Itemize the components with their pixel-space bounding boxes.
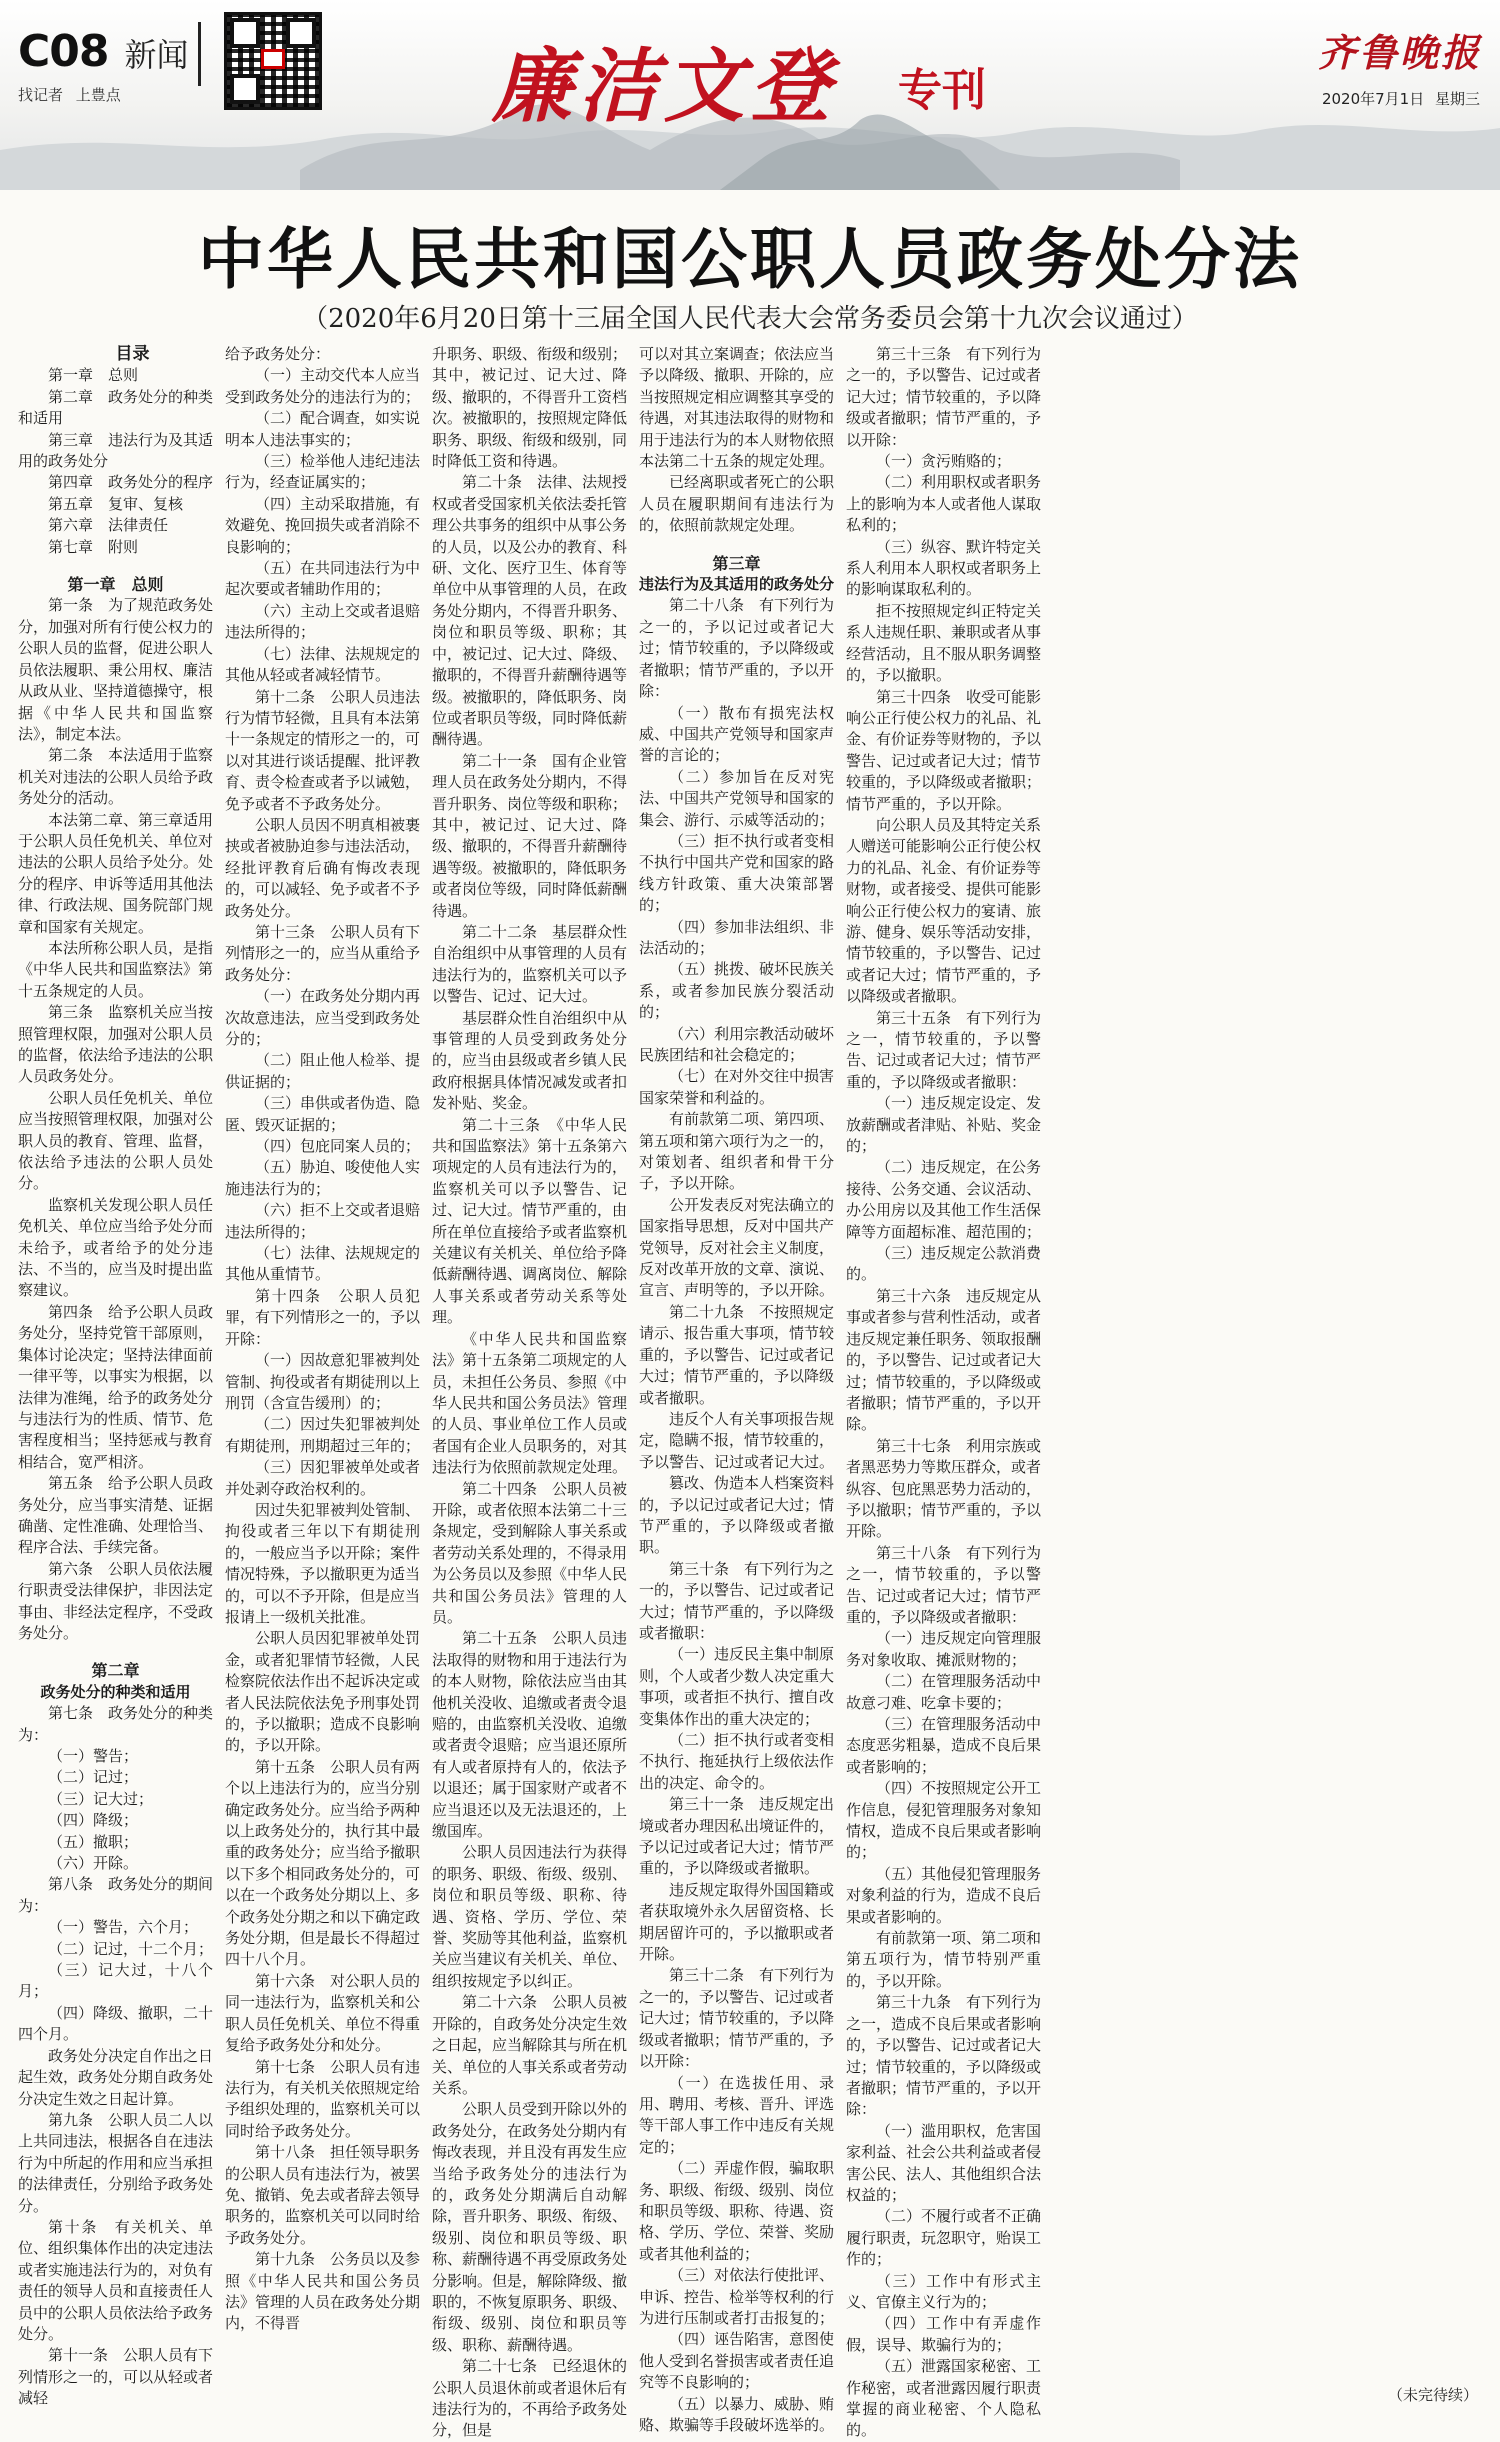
chapter-heading: 第三章 — [712, 553, 761, 573]
list-item: （二）记过； — [48, 1768, 139, 1787]
article-paragraph: 第三十一条 违反规定出境或者办理因私出境证件的，予以记过或者记大过；情节严重的，予以降级或者撤职。 — [639, 1795, 835, 1878]
list-item: （六）利用宗教活动破坏民族团结和社会稳定的； — [639, 1024, 835, 1064]
list-item: （七）法律、法规规定的其他从轻或者减轻情节。 — [225, 644, 421, 685]
article-paragraph: 公职人员因违法行为获得的职务、职级、衔级、级别、岗位和职员等级、职称、待遇、资格、学历、学位、荣誉、奖励等其他利益，监察机关应当建议有关机关、单位、组织按规定予以纠正。 — [432, 1843, 628, 1990]
list-item: （二）不履行或者不正确履行职责，玩忽职守，贻误工作的； — [846, 2207, 1042, 2269]
article-paragraph: 第一条 为了规范政务处分，加强对所有行使公权力的公职人员的监督，促进公职人员依法履职、秉公用权、廉洁从政从业、坚持道德操守，根据《中华人民共和国监察法》，制定本法。 — [18, 596, 214, 743]
list-item: （二）配合调查，如实说明本人违法事实的； — [225, 409, 421, 449]
list-item: （六）主动上交或者退赔违法所得的； — [225, 601, 421, 642]
text-column-3 — [432, 344, 628, 2440]
list-item: （七）在对外交往中损害国家荣誉和利益的。 — [639, 1067, 835, 1107]
article-paragraph: 第二十七条 已经退休的公职人员退休前或者退休后有违法行为的，不再给予政务处分，但是 — [432, 2357, 628, 2440]
toc-item: 第五章 复审、复核 — [48, 494, 184, 513]
article-paragraph: 第十七条 公职人员有违法行为，有关机关依照规定给予组织处理的，监察机关可以同时给予政务处分。 — [225, 2057, 421, 2140]
list-item: （一）违反民主集中制原则，个人或者少数人决定重大事项，或者拒不执行、擅自改变集体作出的重大决定的； — [639, 1645, 835, 1728]
toc-item: 第七章 附则 — [48, 537, 139, 556]
page-label — [18, 26, 189, 77]
article-paragraph: 第十九条 公务员以及参照《中华人民共和国公务员法》管理的人员在政务处分期内，不得晋 — [225, 2250, 421, 2333]
article-paragraph: 第十五条 公职人员有两个以上违法行为的，应当分别确定政务处分。应当给予两种以上政务处分的，执行其中最重的政务处分；应当给予撤职以下多个相同政务处分的，可以在一个政务处分期以上、多个政务处分期之和以下确定政务处分期，但是最长不得超过四十八个月。 — [225, 1757, 421, 1969]
list-item: （五）胁迫、唆使他人实施违法行为的； — [225, 1158, 421, 1198]
chapter-heading: 第二章 — [91, 1661, 140, 1681]
issue-date: 2020年7月1日 星期三 — [1321, 90, 1480, 108]
article-paragraph: 第九条 公职人员二人以上共同违法，根据各自在违法行为中所起的作用和应当承担的法律责任，分别给予政务处分。 — [18, 2110, 214, 2215]
article-paragraph: 第八条 政务处分的期间为： — [18, 1875, 214, 1915]
article-paragraph: 第十四条 公职人员犯罪，有下列情形之一的，予以开除： — [225, 1286, 421, 1348]
section-name: 新闻 — [124, 36, 189, 74]
article-paragraph: 第三十六条 违反规定从事或者参与营利性活动，或者违反规定兼任职务、领取报酬的，予以警告、记过或者记大过；情节较重的，予以降级或者撤职；情节严重的，予以开除。 — [846, 1286, 1042, 1434]
list-item: （二）在管理服务活动中故意刁难、吃拿卡要的； — [846, 1672, 1042, 1712]
article-paragraph: 第四条 给予公职人员政务处分，坚持党管干部原则，集体讨论决定；坚持法律面前一律平等，以事实为根据，以法律为准绳，给予的政务处分与违法行为的性质、情节、危害程度相当；坚持惩戒与教育相结合，宽严相济。 — [18, 1302, 214, 1471]
article-paragraph: 第三十八条 有下列行为之一，情节较重的，予以警告、记过或者记大过；情节严重的，予以降级或者撤职： — [846, 1543, 1042, 1626]
list-item: （三）拒不执行或者变相不执行中国共产党和国家的路线方针政策、重大决策部署的； — [639, 831, 835, 915]
list-item: （四）降级、撤职，二十四个月。 — [18, 2003, 214, 2044]
article-paragraph: 第三条 监察机关应当按照管理权限，加强对公职人员的监督，依法给予违法的公职人员政务处分。 — [18, 1003, 214, 1086]
article-paragraph: 公职人员因犯罪被单处罚金，或者犯罪情节轻微，人民检察院依法作出不起诉决定或者人民法院依法免予刑事处罚的，予以撤职；造成不良影响的，予以开除。 — [225, 1629, 421, 1755]
article-paragraph: 第二十六条 公职人员被开除的，自政务处分决定生效之日起，应当解除其与所在机关、单位的人事关系或者劳动关系。 — [432, 1993, 628, 2097]
article-paragraph: 第三十三条 有下列行为之一的，予以警告、记过或者记大过；情节较重的，予以降级或者撤职；情节严重的，予以开除： — [846, 345, 1042, 449]
list-item: （三）对依法行使批评、申诉、控告、检举等权利的行为进行压制或者打击报复的； — [639, 2266, 835, 2327]
list-item: （四）降级； — [48, 1811, 139, 1830]
list-item: （二）弄虚作假，骗取职务、职级、衔级、级别、岗位和职员等级、职称、待遇、资格、学历、学位、荣誉、奖励或者其他利益的； — [639, 2159, 835, 2263]
article-paragraph: 本法所称公职人员，是指《中华人民共和国监察法》第十五条规定的人员。 — [18, 938, 214, 1000]
text-column-4 — [639, 344, 835, 2434]
list-item: （一）滥用职权，危害国家利益、社会公共利益或者侵害公民、法人、其他组织合法权益的； — [846, 2121, 1042, 2204]
text-column-2 — [225, 344, 420, 2378]
list-item: （一）散布有损宪法权威、中国共产党领导和国家声誉的言论的； — [639, 703, 835, 765]
article-paragraph: 第十六条 对公职人员的同一违法行为，监察机关和公职人员任免机关、单位不得重复给予政务处分和处分。 — [225, 1971, 421, 2055]
article-paragraph: 第二条 本法适用于监察机关对违法的公职人员给予政务处分的活动。 — [18, 746, 214, 808]
list-item: （三）工作中有形式主义、官僚主义行为的； — [846, 2271, 1041, 2311]
list-item: （一）在选拔任用、录用、聘用、考核、晋升、评选等干部人事工作中违反有关规定的； — [639, 2073, 835, 2156]
list-item: （一）违反规定设定、发放薪酬或者津贴、补贴、奖金的； — [846, 1094, 1042, 1156]
toc-item: 第二章 政务处分的种类和适用 — [18, 387, 214, 428]
article-paragraph: 第七条 政务处分的种类为： — [18, 1704, 214, 1744]
chapter-heading: 第一章 总则 — [67, 575, 164, 595]
list-item: （一）贪污贿赂的； — [876, 452, 1012, 471]
list-item: （二）阻止他人检举、提供证据的； — [225, 1051, 421, 1091]
article-paragraph: 第十条 有关机关、单位、组织集体作出的决定违法或者实施违法行为的，对负有责任的领导人员和直接责任人员中的公职人员依法给予政务处分。 — [18, 2217, 214, 2343]
article-paragraph: 第十八条 担任领导职务的公职人员有违法行为，被罢免、撤销、免去或者辞去领导职务的，监察机关可以同时给予政务处分。 — [225, 2143, 421, 2247]
article-paragraph: 第三十条 有下列行为之一的，予以警告、记过或者记大过；情节严重的，予以降级或者撤职： — [639, 1559, 835, 1642]
list-item: （三）违反规定公款消费的。 — [846, 1244, 1042, 1284]
article-paragraph: 违反个人有关事项报告规定，隐瞒不报，情节较重的，予以警告、记过或者记大过。 — [639, 1409, 835, 1471]
article-paragraph: 公开发表反对宪法确立的国家指导思想，反对中国共产党领导，反对社会主义制度，反对改革开放的文章、演说、宣言、声明等的，予以开除。 — [639, 1195, 835, 1300]
text-column-1 — [18, 344, 214, 2408]
list-item: （二）参加旨在反对宪法、中国共产党领导和国家的集会、游行、示威等活动的； — [639, 767, 835, 829]
toc-item: 第六章 法律责任 — [48, 516, 169, 535]
article-paragraph: 升职务、职级、衔级和级别；其中，被记过、记大过、降级、撤职的，不得晋升工资档次。被撤职的，按照规定降低职务、职级、衔级和级别，同时降低工资和待遇。 — [432, 345, 628, 471]
toc-item: 第三章 违法行为及其适用的政务处分 — [18, 430, 214, 471]
list-item: （六）开除。 — [48, 1854, 139, 1873]
article-subtitle: （2020年6月20日第十三届全国人民代表大会常务委员会第十九次会议通过） — [302, 304, 1198, 334]
list-item: （一）在政务处分期内再次故意违法，应当受到政务处分的； — [225, 987, 421, 1048]
text-column-5 — [846, 344, 1042, 2440]
article-paragraph: 向公职人员及其特定关系人赠送可能影响公正行使公权力的礼品、礼金、有价证券等财物，或者接受、提供可能影响公正行使公权力的宴请、旅游、健身、娱乐等活动安排，情节较重的，予以警告、记过或者记大过；情节严重的，予以降级或者撤职。 — [846, 815, 1042, 1006]
list-item: （三）串供或者伪造、隐匿、毁灭证据的； — [225, 1094, 421, 1134]
column-title: 廉洁文登 — [492, 39, 836, 133]
list-item: （四）主动采取措施，有效避免、挽回损失或者消除不良影响的； — [225, 494, 421, 556]
list-item: （三）记大过； — [48, 1789, 154, 1808]
list-item: （二）违反规定，在公务接待、公务交通、会议活动、办公用房以及其他工作生活保障等方面超标准、超范围的； — [846, 1158, 1042, 1241]
article-paragraph: 第三十七条 利用宗族或者黑恶势力等欺压群众，或者纵容、包庇黑恶势力活动的，予以撤职；情节严重的，予以开除。 — [846, 1436, 1042, 1541]
article-paragraph: 违反规定取得外国国籍或者获取境外永久居留资格、长期居留许可的，予以撤职或者开除。 — [639, 1880, 835, 1964]
article-paragraph: 可以对其立案调查；依法应当予以降级、撤职、开除的，应当按照规定相应调整其享受的待遇，对其违法取得的财物和用于违法行为的本人财物依照本法第二十五条的规定处理。 — [639, 345, 835, 471]
list-item: （四）工作中有弄虚作假，误导、欺骗行为的； — [846, 2314, 1041, 2354]
newspaper-logo: 齐鲁晚报 — [1317, 30, 1482, 75]
article-paragraph: 第二十九条 不按照规定请示、报告重大事项，情节较重的，予以警告、记过或者记大过；情节严重的，予以降级或者撤职。 — [639, 1302, 835, 1407]
toc-item: 第四章 政务处分的程序 — [48, 473, 214, 492]
list-item: （六）拒不上交或者退赔违法所得的； — [225, 1201, 421, 1241]
article-paragraph: 有前款第二项、第四项、第五项和第六项行为之一的，对策划者、组织者和骨干分子，予以开除。 — [639, 1110, 835, 1193]
list-item: （二）利用职权或者职务上的影响为本人或者他人谋取私利的； — [846, 473, 1042, 535]
article-paragraph: 本法第二章、第三章适用于公职人员任免机关、单位对违法的公职人员给予处分。处分的程序、申诉等适用其他法律、行政法规、国务院部门规章和国家有关规定。 — [18, 810, 214, 936]
article-paragraph: 已经离职或者死亡的公职人员在履职期间有违法行为的，依照前款规定处理。 — [639, 473, 835, 535]
article-paragraph: 公职人员任免机关、单位应当按照管理权限，加强对公职人员的教育、管理、监督，依法给予违法的公职人员处分。 — [18, 1088, 214, 1193]
to-be-continued-note: （未完待续） — [1387, 2386, 1478, 2404]
article-paragraph: 第十三条 公职人员有下列情形之一的，应当从重给予政务处分： — [225, 922, 421, 984]
article-paragraph: 基层群众性自治组织中从事管理的人员受到政务处分的，应当由县级或者乡镇人民政府根据具体情况减发或者扣发补贴、奖金。 — [432, 1008, 628, 1113]
list-item: （一）主动交代本人应当受到政务处分的违法行为的； — [225, 366, 421, 406]
chapter-title: 违法行为及其适用的政务处分 — [639, 575, 835, 594]
list-item: （三）记大过，十八个月； — [18, 1961, 213, 2001]
article-paragraph: 有前款第一项、第二项和第五项行为，情节特别严重的，予以开除。 — [846, 1929, 1042, 1990]
article-paragraph: 第二十一条 国有企业管理人员在政务处分期内，不得晋升职务、岗位等级和职称；其中，被记过、记大过、降级、撤职的，不得晋升薪酬待遇等级。被撤职的，降低职务或者岗位等级，同时降低薪酬待遇。 — [432, 751, 628, 920]
article-paragraph: 第十一条 公职人员有下列情形之一的，可以从轻或者减轻 — [18, 2346, 214, 2408]
toc-title: 目录 — [115, 344, 150, 364]
article-paragraph: 第三十五条 有下列行为之一，情节较重的，予以警告、记过或者记大过；情节严重的，予以降级或者撤职： — [846, 1008, 1042, 1091]
qr-code-icon — [224, 12, 322, 110]
column-subtitle: 专刊 — [898, 65, 986, 116]
page-number: C08 — [18, 26, 109, 77]
list-item: （五）挑拨、破坏民族关系，或者参加民族分裂活动的； — [639, 960, 835, 1022]
article-paragraph: 第二十八条 有下列行为之一的，予以记过或者记大过；情节较重的，予以降级或者撤职；情节严重的，予以开除： — [639, 596, 835, 701]
article-paragraph: 第二十三条 《中华人民共和国监察法》第十五条第六项规定的人员有违法行为的，监察机关可以予以警告、记过、记大过。情节严重的，由所在单位直接给予或者监察机关建议有关机关、单位给予降低薪酬待遇、调离岗位、解除人事关系或者劳动关系等处理。 — [432, 1115, 628, 1327]
list-item: （五）泄露国家秘密、工作秘密，或者泄露因履行职责掌握的商业秘密、个人隐私的。 — [846, 2357, 1042, 2440]
list-item: （三）因犯罪被单处或者并处剥夺政治权利的。 — [225, 1458, 421, 1498]
list-item: （五）以暴力、威胁、贿赂、欺骗等手段破坏选举的。 — [639, 2394, 835, 2434]
list-item: （一）违反规定向管理服务对象收取、摊派财物的； — [846, 1629, 1042, 1669]
article-paragraph: 给予政务处分： — [225, 345, 331, 363]
list-item: （二）记过，十二个月； — [48, 1939, 214, 1958]
list-item: （三）检举他人违纪违法行为，经查证属实的； — [225, 452, 421, 492]
article-paragraph: 公职人员受到开除以外的政务处分，在政务处分期内有悔改表现，并且没有再发生应当给予政务处分的违法行为的，政务处分期满后自动解除，晋升职务、职级、衔级、级别、岗位和职员等级、职称、薪酬待遇不再受原政务处分影响。但是，解除降级、撤职的，不恢复原职务、职级、衔级、级别、岗位和职员等级、职称、薪酬待遇。 — [432, 2100, 628, 2354]
article-paragraph: 第二十五条 公职人员违法取得的财物和用于违法行为的本人财物，除依法应当由其他机关没收、追缴或者责令退赔的，由监察机关没收、追缴或者责令退赔；应当退还原所有人或者原持有人的，依法予以退还；属于国家财产或者不应当退还以及无法退还的，上缴国库。 — [432, 1629, 628, 1841]
article-paragraph: 第五条 给予公职人员政务处分，应当事实清楚、证据确凿、定性准确、处理恰当、程序合法、手续完备。 — [18, 1474, 214, 1557]
article-paragraph: 第二十四条 公职人员被开除，或者依照本法第二十三条规定，受到解除人事关系或者劳动关系处理的，不得录用为公务员以及参照《中华人民共和国公务员法》管理的人员。 — [432, 1479, 628, 1626]
list-item: （二）因过失犯罪被判处有期徒刑，刑期超过三年的； — [225, 1415, 421, 1455]
list-item: （一）警告； — [48, 1747, 139, 1765]
page-header — [0, 0, 1500, 190]
article-paragraph: 监察机关发现公职人员任免机关、单位应当给予处分而未给予，或者给予的处分违法、不当的，应当及时提出监察建议。 — [18, 1195, 214, 1300]
article-paragraph: 拒不按照规定纠正特定关系人违规任职、兼职或者从事经营活动，且不服从职务调整的，予以撤职。 — [846, 601, 1042, 685]
article-title: 中华人民共和国公职人员政务处分法 — [198, 221, 1302, 298]
article-paragraph: 第十二条 公职人员违法行为情节轻微，且具有本法第十一条规定的情形之一的，可以对其进行谈话提醒、批评教育、责令检查或者予以诫勉，免予或者不予政务处分。 — [225, 687, 421, 813]
list-item: （四）不按照规定公开工作信息，侵犯管理服务对象知情权，造成不良后果或者影响的； — [846, 1779, 1042, 1862]
article-paragraph: 政务处分决定自作出之日起生效，政务处分期自政务处分决定生效之日起计算。 — [18, 2046, 214, 2108]
list-item: （三）纵容、默许特定关系人利用本人职权或者职务上的影响谋取私利的。 — [846, 537, 1042, 599]
list-item: （三）在管理服务活动中态度恶劣粗暴，造成不良后果或者影响的； — [846, 1715, 1042, 1776]
list-item: （五）其他侵犯管理服务对象利益的行为，造成不良后果或者影响的。 — [846, 1864, 1042, 1926]
list-item: （四）参加非法组织、非法活动的； — [639, 917, 835, 957]
article-paragraph: 第二十二条 基层群众性自治组织中从事管理的人员有违法行为的，监察机关可以予以警告、记过、记大过。 — [432, 922, 628, 1006]
article-paragraph: 第六条 公职人员依法履行职责受法律保护，非因法定事由、非经法定程序，不受政务处分。 — [18, 1559, 214, 1642]
article-paragraph: 公职人员因不明真相被裹挟或者被胁迫参与违法活动，经批评教育后确有悔改表现的，可以减轻、免予或者不予政务处分。 — [225, 815, 421, 920]
list-item: （四）包庇同案人员的； — [255, 1137, 421, 1156]
article-paragraph: 因过失犯罪被判处管制、拘役或者三年以下有期徒刑的，一般应当予以开除；案件情况特殊，予以撤职更为适当的，可以不予开除，但是应当报请上一级机关批准。 — [225, 1500, 421, 1626]
header-divider — [198, 22, 201, 86]
list-item: （七）法律、法规规定的其他从重情节。 — [225, 1244, 421, 1284]
list-item: （一）因故意犯罪被判处管制、拘役或者有期徒刑以上刑罚（含宣告缓刑）的； — [225, 1351, 421, 1412]
article-paragraph: 第三十二条 有下列行为之一的，予以警告、记过或者记大过；情节较重的，予以降级或者撤职；情节严重的，予以开除： — [639, 1966, 835, 2071]
list-item: （二）拒不执行或者变相不执行、拖延执行上级依法作出的决定、命令的。 — [639, 1731, 835, 1792]
toc-item: 第一章 总则 — [48, 366, 139, 385]
chapter-title: 政务处分的种类和适用 — [40, 1682, 191, 1701]
article-paragraph: 第二十条 法律、法规授权或者受国家机关依法委托管理公共事务的组织中从事公务的人员，以及公办的教育、科研、文化、医疗卫生、体育等单位中从事管理的人员，在政务处分期内，不得晋升职务、岗位和职员等级、职称；其中，被记过、记大过、降级、撤职的，不得晋升薪酬待遇等级。被撤职的，降低职务、岗位或者职员等级，同时降低薪酬待遇。 — [432, 473, 628, 749]
header-slogan: 找记者 上豊点 — [18, 86, 121, 104]
article-paragraph: 第三十九条 有下列行为之一，造成不良后果或者影响的，予以警告、记过或者记大过；情节较重的，予以降级或者撤职；情节严重的，予以开除： — [846, 1993, 1042, 2119]
list-item: （五）在共同违法行为中起次要或者辅助作用的； — [225, 559, 421, 599]
list-item: （四）诬告陷害，意图使他人受到名誉损害或者责任追究等不良影响的； — [639, 2330, 835, 2392]
article-paragraph: 第三十四条 收受可能影响公正行使公权力的礼品、礼金、有价证券等财物的，予以警告、记过或者记大过；情节较重的，予以降级或者撤职；情节严重的，予以开除。 — [846, 687, 1042, 813]
article-paragraph: 《中华人民共和国监察法》第十五条第二项规定的人员，未担任公务员、参照《中华人民共和国公务员法》管理的人员、事业单位工作人员或者国有企业人员职务的，对其违法行为依照前款规定处理。 — [432, 1329, 628, 1477]
list-item: （一）警告，六个月； — [48, 1918, 199, 1937]
list-item: （五）撤职； — [48, 1832, 139, 1851]
article-paragraph: 篡改、伪造本人档案资料的，予以记过或者记大过；情节严重的，予以降级或者撤职。 — [639, 1474, 835, 1557]
